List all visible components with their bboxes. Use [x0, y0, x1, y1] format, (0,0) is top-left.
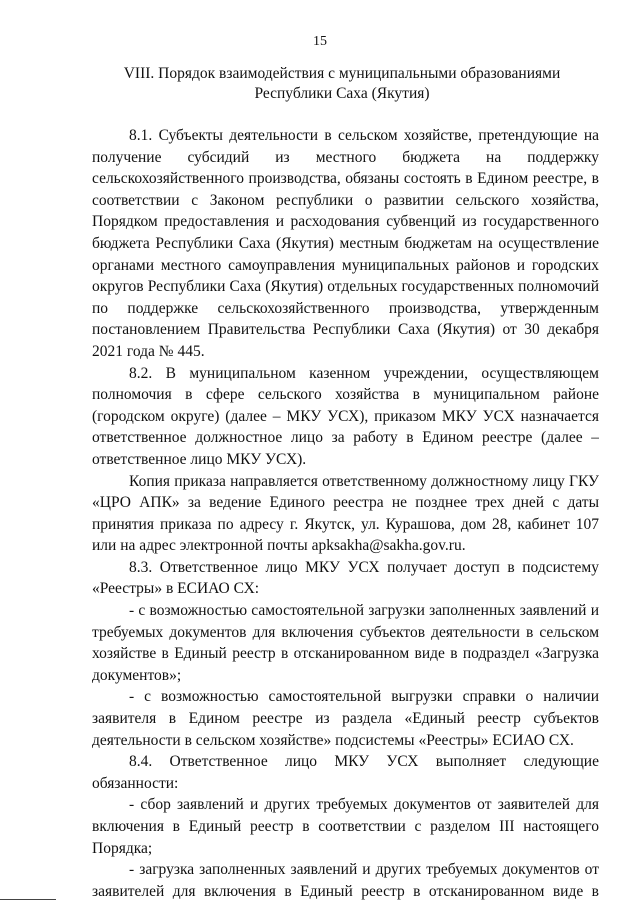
text-line: ответственное должностное лицо за работу в Едином реестре (далее –	[92, 429, 599, 447]
text-line: требуемых документов для включения субъектов деятельности в сельском	[92, 623, 599, 641]
text-line: постановлением Правительства Республики Саха (Якутия) от 30 декабря	[92, 321, 599, 339]
text-line: ответственное лицо МКУ УСХ).	[92, 450, 307, 468]
page-number: 15	[313, 34, 327, 49]
text-line: - с возможностью самостоятельной выгрузки справки о наличии	[129, 688, 599, 706]
text-line: заявителей для включения в Единый реестр в отсканированном виде в	[92, 882, 599, 900]
text-line: 8.4. Ответственное лицо МКУ УСХ выполняет следующие	[129, 753, 599, 771]
text-line: принятия приказа по адресу г. Якутск, ул. Курашова, дом 28, кабинет 107	[92, 515, 599, 533]
text-line: деятельности в сельском хозяйстве» подсистемы «Реестры» ЕСИАО СХ.	[92, 731, 574, 749]
text-line: округов Республики Саха (Якутия) отдельных государственных полномочий	[92, 278, 599, 296]
text-line: обязанности:	[92, 774, 179, 792]
text-line: получение субсидий из местного бюджета на поддержку	[92, 148, 599, 166]
text-line: заявителя в Едином реестре из раздела «Единый реестр субъектов	[92, 710, 599, 728]
text-line: 8.3. Ответственное лицо МКУ УСХ получает доступ в подсистему	[129, 558, 599, 576]
text-line: бюджета Республики Саха (Якутия) местным бюджетам на осуществление	[92, 234, 599, 252]
footer-rule	[0, 899, 56, 900]
text-line: соответствии с Законом республики о развитии сельского хозяйства,	[92, 191, 599, 209]
text-line: (городском округе) (далее – МКУ УСХ), приказом МКУ УСХ назначается	[92, 407, 599, 425]
text-line: - с возможностью самостоятельной загрузки заполненных заявлений и	[129, 602, 599, 620]
text-line: 8.2. В муниципальном казенном учреждении, осуществляющем	[129, 364, 599, 382]
text-line: органами местного самоуправления муниципальных районов и городских	[92, 256, 599, 274]
text-line: Порядком предоставления и расходования субвенций из государственного	[92, 213, 599, 231]
text-line: включения в Единый реестр в соответствии с разделом III настоящего	[92, 818, 599, 835]
text-line: по поддержке сельскохозяйственного производства, утвержденным	[92, 299, 599, 317]
text-line: сельскохозяйственного производства, обязаны состоять в Едином реестре, в	[92, 170, 599, 188]
text-line: - сбор заявлений и других требуемых документов от заявителей для	[129, 796, 599, 814]
text-line: 8.1. Субъекты деятельности в сельском хозяйстве, претендующие на	[129, 127, 599, 144]
section-heading	[92, 64, 592, 104]
text-line: или на адрес электронной почты apksakha@sakha.gov.ru.	[92, 537, 466, 555]
text-line: Порядка;	[92, 839, 153, 857]
text-line: - загрузка заполненных заявлений и других требуемых документов от	[129, 861, 599, 879]
text-line: «ЦРО АПК» за ведение Единого реестра не позднее трех дней с даты	[92, 494, 599, 512]
section-heading-line: Республики Саха (Якутия)	[254, 85, 430, 102]
text-line: «Реестры» в ЕСИАО СХ:	[92, 580, 260, 598]
section-heading-line: VIII. Порядок взаимодействия с муниципальными образованиями	[123, 65, 561, 82]
text-line: 2021 года № 445.	[92, 342, 205, 360]
text-line: хозяйстве в Единый реестр в отсканированном виде в подраздел «Загрузка	[92, 645, 599, 663]
body-text	[92, 125, 599, 902]
text-line: документов»;	[92, 666, 182, 684]
text-line: полномочия в сфере сельского хозяйства в муниципальном районе	[92, 386, 599, 404]
text-line: Копия приказа направляется ответственному должностному лицу ГКУ	[129, 472, 599, 490]
